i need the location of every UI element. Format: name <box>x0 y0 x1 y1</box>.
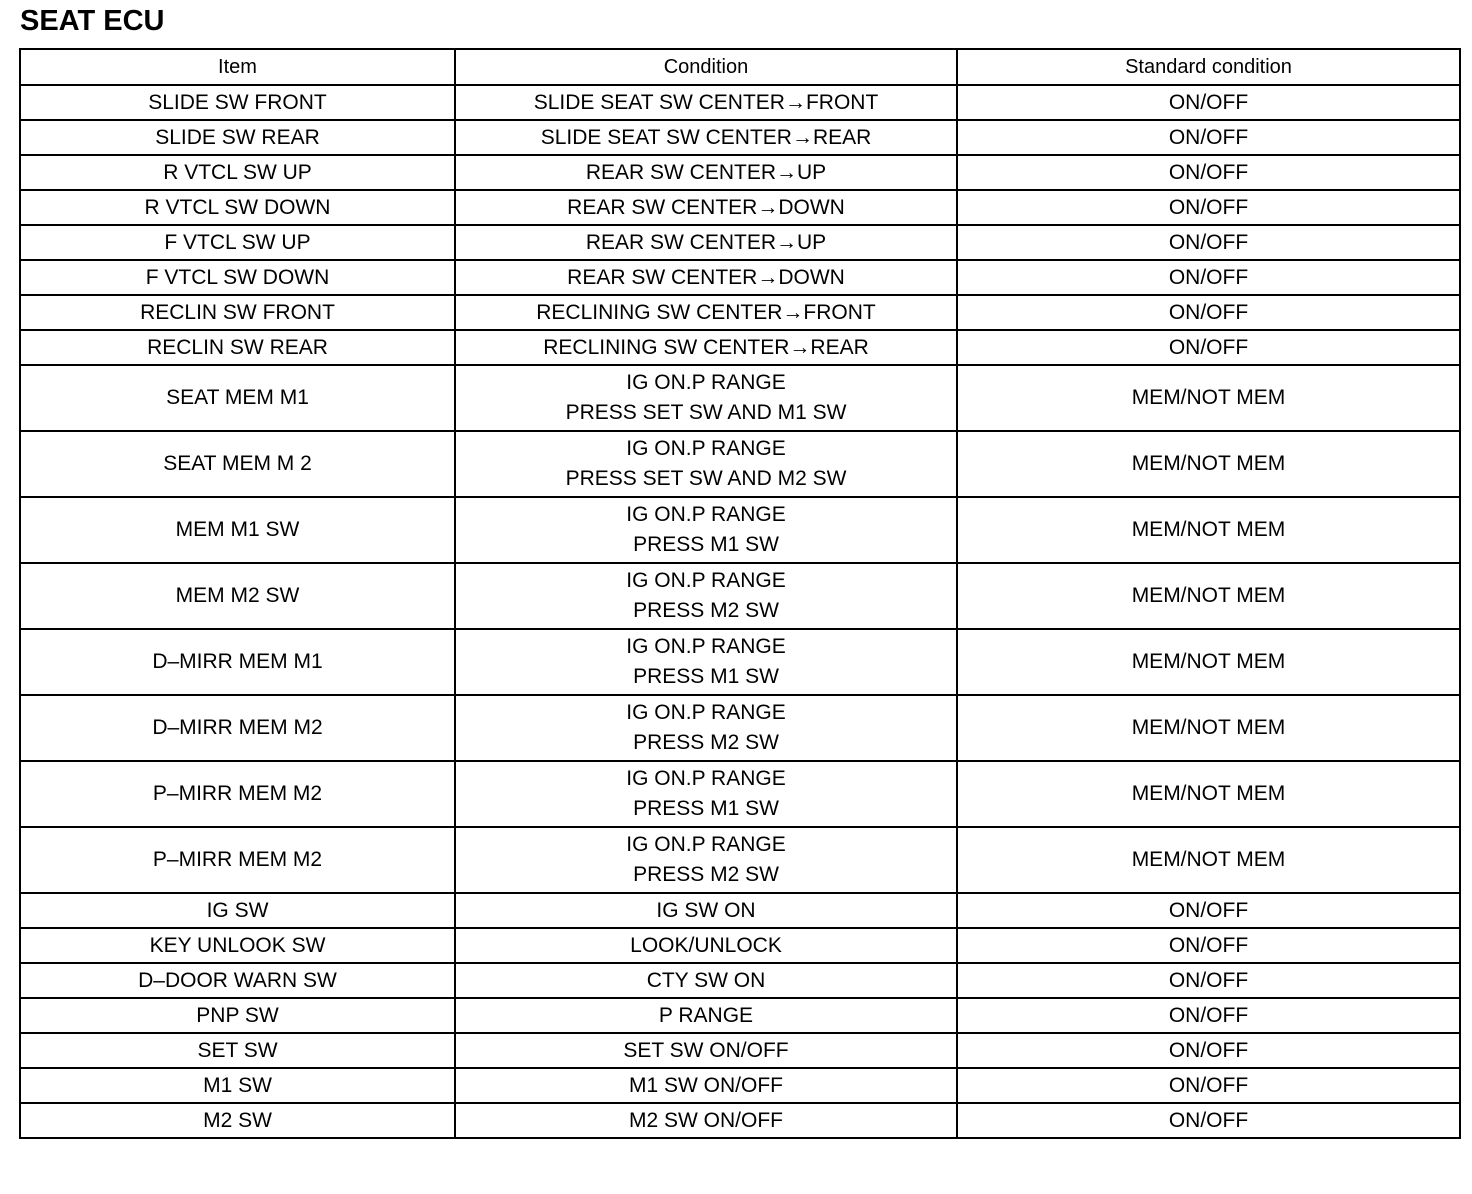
condition-cell <box>455 761 957 827</box>
table-row <box>20 1068 1460 1103</box>
item-cell: SET SW <box>20 1033 455 1068</box>
item-cell: D–MIRR MEM M1 <box>20 629 455 695</box>
condition-line: SET SW ON/OFF <box>623 1038 789 1062</box>
table-row <box>20 365 1460 431</box>
item-cell: M2 SW <box>20 1103 455 1138</box>
condition-line: PRESS M1 SW <box>633 533 779 556</box>
item-cell: MEM M1 SW <box>20 497 455 563</box>
standard-condition-cell: MEM/NOT MEM <box>957 563 1460 629</box>
item-cell: D–DOOR WARN SW <box>20 963 455 998</box>
condition-line: IG ON.P RANGE <box>626 437 786 460</box>
item-cell: MEM M2 SW <box>20 563 455 629</box>
standard-condition-cell: ON/OFF <box>957 1033 1460 1068</box>
item-cell: KEY UNLOOK SW <box>20 928 455 963</box>
condition-cell <box>455 563 957 629</box>
condition-line: IG ON.P RANGE <box>626 833 786 856</box>
table-row <box>20 629 1460 695</box>
condition-cell <box>455 1068 957 1103</box>
condition-line: PRESS M2 SW <box>633 599 779 622</box>
condition-line: PRESS M2 SW <box>633 731 779 754</box>
standard-condition-cell: MEM/NOT MEM <box>957 497 1460 563</box>
item-cell: F VTCL SW DOWN <box>20 260 455 295</box>
standard-condition-cell: ON/OFF <box>957 120 1460 155</box>
table-row <box>20 563 1460 629</box>
condition-line: CTY SW ON <box>646 968 766 992</box>
condition-line: IG ON.P RANGE <box>626 635 786 658</box>
condition-cell <box>455 963 957 998</box>
column-header-condition: Condition <box>455 49 957 85</box>
condition-cell <box>455 295 957 330</box>
table-row <box>20 1033 1460 1068</box>
condition-cell <box>455 431 957 497</box>
condition-line: RECLINING SW CENTER→REAR <box>543 335 869 359</box>
condition-cell <box>455 1103 957 1138</box>
item-cell: F VTCL SW UP <box>20 225 455 260</box>
condition-line: PRESS M1 SW <box>633 797 779 820</box>
condition-cell <box>455 365 957 431</box>
table-row <box>20 295 1460 330</box>
condition-cell <box>455 330 957 365</box>
table-row <box>20 225 1460 260</box>
standard-condition-cell: MEM/NOT MEM <box>957 761 1460 827</box>
standard-condition-cell: ON/OFF <box>957 893 1460 928</box>
condition-cell <box>455 260 957 295</box>
table-row <box>20 761 1460 827</box>
condition-line: IG ON.P RANGE <box>626 371 786 394</box>
condition-line: REAR SW CENTER→UP <box>585 230 827 254</box>
page-title: SEAT ECU <box>20 5 165 37</box>
condition-cell <box>455 497 957 563</box>
column-header-standard-condition: Standard condition <box>957 49 1460 85</box>
item-cell: SLIDE SW REAR <box>20 120 455 155</box>
table-row <box>20 431 1460 497</box>
condition-line: M2 SW ON/OFF <box>629 1108 783 1132</box>
item-cell: P–MIRR MEM M2 <box>20 761 455 827</box>
standard-condition-cell: ON/OFF <box>957 295 1460 330</box>
condition-line: IG SW ON <box>656 898 756 922</box>
condition-cell <box>455 190 957 225</box>
standard-condition-cell: ON/OFF <box>957 1068 1460 1103</box>
condition-cell <box>455 629 957 695</box>
condition-line: RECLINING SW CENTER→FRONT <box>536 300 876 324</box>
standard-condition-cell: ON/OFF <box>957 190 1460 225</box>
condition-cell <box>455 893 957 928</box>
item-cell: D–MIRR MEM M2 <box>20 695 455 761</box>
condition-line: P RANGE <box>658 1003 754 1027</box>
item-cell: P–MIRR MEM M2 <box>20 827 455 893</box>
table-row <box>20 695 1460 761</box>
condition-line: M1 SW ON/OFF <box>629 1073 783 1097</box>
condition-cell <box>455 1033 957 1068</box>
table-header-row <box>20 49 1460 85</box>
standard-condition-cell: ON/OFF <box>957 330 1460 365</box>
item-cell: M1 SW <box>20 1068 455 1103</box>
condition-line: PRESS SET SW AND M1 SW <box>565 401 847 424</box>
standard-condition-cell: MEM/NOT MEM <box>957 695 1460 761</box>
table-row <box>20 893 1460 928</box>
condition-line: PRESS SET SW AND M2 SW <box>565 467 847 490</box>
standard-condition-cell: ON/OFF <box>957 998 1460 1033</box>
table-row <box>20 928 1460 963</box>
item-cell: R VTCL SW UP <box>20 155 455 190</box>
table-row <box>20 963 1460 998</box>
standard-condition-cell: ON/OFF <box>957 260 1460 295</box>
table-row <box>20 190 1460 225</box>
item-cell: SEAT MEM M 2 <box>20 431 455 497</box>
standard-condition-cell: ON/OFF <box>957 155 1460 190</box>
item-cell: SLIDE SW FRONT <box>20 85 455 120</box>
condition-line: IG ON.P RANGE <box>626 701 786 724</box>
table-row <box>20 155 1460 190</box>
table-row <box>20 998 1460 1033</box>
table-row <box>20 827 1460 893</box>
condition-cell <box>455 998 957 1033</box>
item-cell: RECLIN SW FRONT <box>20 295 455 330</box>
standard-condition-cell: MEM/NOT MEM <box>957 365 1460 431</box>
table-row <box>20 120 1460 155</box>
condition-cell <box>455 85 957 120</box>
table-body <box>20 85 1460 1138</box>
table-row <box>20 85 1460 120</box>
condition-line: REAR SW CENTER→DOWN <box>567 265 845 289</box>
condition-line: IG ON.P RANGE <box>626 569 786 592</box>
standard-condition-cell: ON/OFF <box>957 85 1460 120</box>
condition-cell <box>455 120 957 155</box>
item-cell: R VTCL SW DOWN <box>20 190 455 225</box>
standard-condition-cell: ON/OFF <box>957 1103 1460 1138</box>
condition-line: IG ON.P RANGE <box>626 503 786 526</box>
table-row <box>20 330 1460 365</box>
seat-ecu-table <box>19 48 1461 1139</box>
table-row <box>20 1103 1460 1138</box>
condition-line: REAR SW CENTER→DOWN <box>567 195 845 219</box>
standard-condition-cell: ON/OFF <box>957 225 1460 260</box>
standard-condition-cell: ON/OFF <box>957 963 1460 998</box>
condition-cell <box>455 928 957 963</box>
standard-condition-cell: MEM/NOT MEM <box>957 827 1460 893</box>
item-cell: RECLIN SW REAR <box>20 330 455 365</box>
standard-condition-cell: ON/OFF <box>957 928 1460 963</box>
item-cell: IG SW <box>20 893 455 928</box>
condition-line: PRESS M1 SW <box>633 665 779 688</box>
condition-cell <box>455 225 957 260</box>
table-row <box>20 497 1460 563</box>
condition-line: IG ON.P RANGE <box>626 767 786 790</box>
item-cell: SEAT MEM M1 <box>20 365 455 431</box>
condition-cell <box>455 155 957 190</box>
standard-condition-cell: MEM/NOT MEM <box>957 629 1460 695</box>
standard-condition-cell: MEM/NOT MEM <box>957 431 1460 497</box>
table-row <box>20 260 1460 295</box>
condition-line: SLIDE SEAT SW CENTER→FRONT <box>533 90 879 114</box>
condition-cell <box>455 827 957 893</box>
condition-line: SLIDE SEAT SW CENTER→REAR <box>540 125 872 149</box>
condition-line: LOOK/UNLOCK <box>630 933 782 957</box>
column-header-item: Item <box>20 49 455 85</box>
condition-line: PRESS M2 SW <box>633 863 779 886</box>
item-cell: PNP SW <box>20 998 455 1033</box>
condition-cell <box>455 695 957 761</box>
condition-line: REAR SW CENTER→UP <box>585 160 827 184</box>
